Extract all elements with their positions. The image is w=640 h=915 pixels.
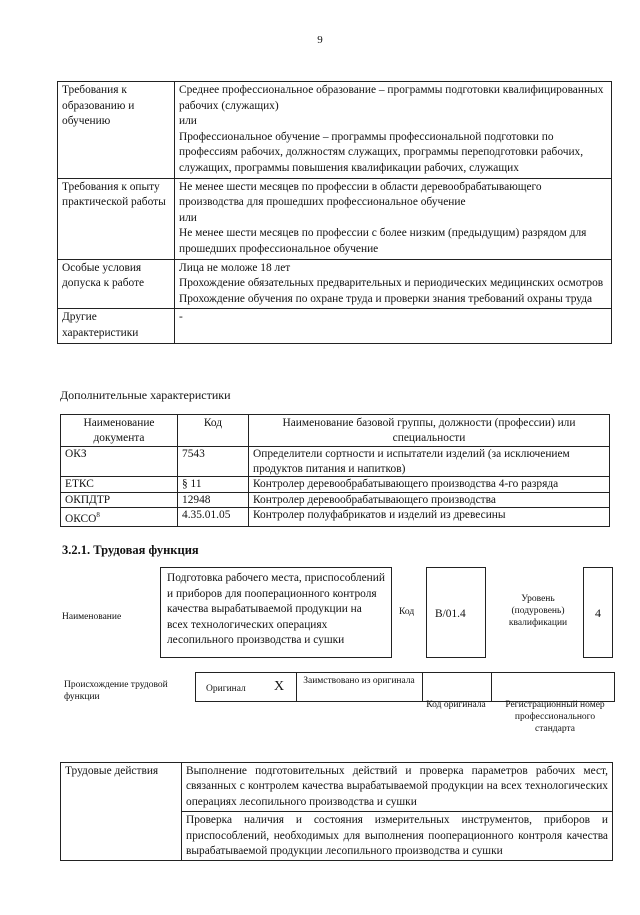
doc-code: § 11 <box>178 477 249 493</box>
borrowed-label: Заимствовано из оригинала <box>303 676 415 686</box>
code-original-caption: Код оригинала <box>426 700 486 710</box>
divider <box>491 672 492 702</box>
doc-name: ОКПДТР <box>61 492 178 508</box>
doc-name: ОКСО$^8$ <box>61 508 178 527</box>
doc-title: Контролер деревообрабатывающего производства 4-го разряда <box>249 477 610 493</box>
table-row <box>58 309 612 343</box>
requirement-key: Требования к опыту практической работы <box>58 178 175 259</box>
divider <box>296 672 297 702</box>
table-row <box>61 508 610 527</box>
page-number: 9 <box>317 34 323 46</box>
doc-name: ЕТКС <box>61 477 178 493</box>
level-label: Уровень (подуровень) квалификации <box>508 594 568 628</box>
additional-table <box>60 414 610 527</box>
footnote-mark: 8 <box>96 511 100 519</box>
doc-name: ОКЗ <box>61 447 178 477</box>
divider <box>422 672 423 702</box>
doc-title: Контролер деревообрабатывающего производства <box>249 492 610 508</box>
requirement-key: Другие характеристики <box>58 309 175 343</box>
doc-code: 12948 <box>178 492 249 508</box>
actions-key: Трудовые действия <box>61 763 182 861</box>
additional-title: Дополнительные характеристики <box>60 388 231 402</box>
labor-actions-table <box>60 762 613 861</box>
requirement-value: Среднее профессиональное образование – программы подготовки квалифицированных рабочих (служащих) или Профессиональное обучение – программы профессиональной подготовки по профессиям рабочих, должностям служащих, программы переподготовки рабочих, служащих, программы повышения квалификации рабочих, служащих <box>175 82 612 179</box>
function-name-box: Подготовка рабочего места, приспособлений и приборов для пооперационного контроля качества вырабатываемой продукции на всех технологических операциях лесопильного производства и сушки <box>160 567 392 658</box>
doc-title: Контролер полуфабрикатов и изделий из древесины <box>249 508 610 527</box>
column-header: Наименование документа <box>61 415 178 447</box>
table-row <box>58 82 612 179</box>
doc-code: 4.35.01.05 <box>178 508 249 527</box>
section-title: 3.2.1. Трудовая функция <box>62 543 199 557</box>
table-row <box>58 259 612 309</box>
original-mark: X <box>274 679 285 694</box>
requirement-value: Не менее шести месяцев по профессии в области деревообрабатывающего производства для прошедших профессиональное обучение или Не менее шести месяцев по профессии с более низким (предыдущим) разрядом для прошедших профессиональное обучение <box>175 178 612 259</box>
requirement-value: Лица не моложе 18 лет Прохождение обязательных предварительных и периодических медицинских осмотров Прохождение обучения по охране труда и проверки знания требований охраны труда <box>175 259 612 309</box>
requirements-table <box>57 81 612 344</box>
original-label: Оригинал <box>206 684 246 694</box>
reg-number-caption: Регистрационный номер профессионального стандарта <box>505 700 605 734</box>
code-label: Код <box>399 607 415 617</box>
table-header-row <box>61 415 610 447</box>
column-header: Наименование базовой группы, должности (профессии) или специальности <box>249 415 610 447</box>
requirement-value: - <box>175 309 612 343</box>
level-box: 4 <box>583 567 613 658</box>
action-item: Проверка наличия и состояния измерительных инструментов, приборов и приспособлений, необходимых для выполнения пооперационного контроля качества вырабатываемой продукции лесопильного производства и сушки <box>182 812 613 861</box>
action-item: Выполнение подготовительных действий и проверка параметров рабочих мест, связанных с контролем качества вырабатываемой продукции на всех технологических операциях лесопильного производства и сушки <box>182 763 613 812</box>
doc-title: Определители сортности и испытатели изделий (за исключением продуктов питания и напитков) <box>249 447 610 477</box>
table-row <box>61 447 610 477</box>
name-label: Наименование <box>62 612 122 622</box>
requirement-key: Особые условия допуска к работе <box>58 259 175 309</box>
table-row <box>58 178 612 259</box>
table-row <box>61 477 610 493</box>
column-header: Код <box>178 415 249 447</box>
origin-label: Происхождение трудовой функции <box>64 680 168 702</box>
doc-code: 7543 <box>178 447 249 477</box>
requirement-key: Требования к образованию и обучению <box>58 82 175 179</box>
code-box: В/01.4 <box>426 567 486 658</box>
table-row <box>61 492 610 508</box>
table-row <box>61 763 613 812</box>
